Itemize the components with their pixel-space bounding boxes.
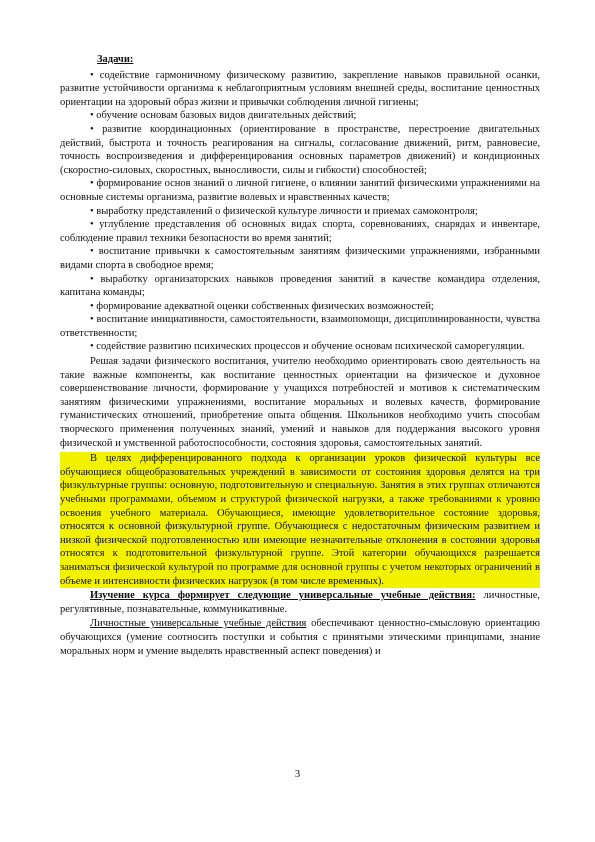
personal-underlined-text: Личностные универсальные учебные действия <box>90 618 307 630</box>
personal-paragraph <box>60 617 540 658</box>
page-content <box>60 53 540 658</box>
page-number: 3 <box>294 769 301 780</box>
courses-paragraph <box>60 589 540 616</box>
personal-rest-text: обеспечивают ценностно-смысловую ориентацию обучающихся (умение соотносить поступки и события с принятыми этическими принципами, знание моральных норм и умение выделять нравственный аспект поведения) и <box>60 618 540 657</box>
tasks-heading: Задачи: <box>97 54 134 65</box>
bullet-item: • выработку организаторских навыков проведения занятий в качестве командира отделения, капитана команды; <box>60 273 540 299</box>
highlighted-paragraph: В целях дифференцированного подхода к организации уроков физической культуры все обучающиеся общеобразовательных учреждений в зависимости от состояния здоровья делятся на три физкультурные группы: основную, подготовительную и специальную. Занятия в этих группах отличаются учебными программами, объемом и структурой физической нагрузки, а также требованиями к уровню освоения учебного материала. Обучающиеся, имеющие удовлетворительное состояние здоровья, относятся к основной физкультурной группе. Обучающиеся с недостаточным физическим развитием и низкой физической подготовленностью или имеющие незначительные отклонения в состоянии здоровья относятся к подготовительной физкультурной группе. Этой категории обучающихся разрешается заниматься физической культурой по программе для основной группы с учетом некоторых ограничений в объеме и интенсивности физических нагрузок (в том числе временных). <box>60 453 540 587</box>
bullet-item: • содействие развитию психических процессов и обучение основам психической саморегуляции. <box>90 341 525 353</box>
highlighted-block <box>60 452 540 588</box>
bullet-item: • углубление представления об основных видах спорта, соревнованиях, снарядах и инвентаре, соблюдение правил техники безопасности во время занятий; <box>60 219 540 244</box>
bullet-item: • формирование адекватной оценки собственных физических возможностей; <box>90 300 434 312</box>
bullet-item: • развитие координационных (ориентирование в пространстве, перестроение двигательных действий, быстрота и точность реагирования на сигналы, согласование движений, ритм, равновесие, точность воспроизведения и дифференцирования основных параметров движений) и кондиционных (скоростно-силовых, скоростных, выносливости, силы и гибкости) способностей; <box>60 123 540 176</box>
bullet-item: • формирование основ знаний о личной гигиене, о влиянии занятий физическими упражнениями на основные системы организма, развитие волевых и нравственных качеств; <box>60 178 540 203</box>
courses-rest-text: личностные, регулятивные, познавательные, коммуникативные. <box>60 590 540 615</box>
bullet-item: • выработку представлений о физической культуре личности и приемах самоконтроля; <box>90 205 478 217</box>
courses-bold-text: Изучение курса формирует следующие универсальные учебные действия: <box>90 590 476 602</box>
bullet-item: • обучение основам базовых видов двигательных действий; <box>90 110 357 122</box>
bullet-item: • содействие гармоничному физическому развитию, закрепление навыков правильной осанки, развитие устойчивости организма к неблагоприятным условиям внешней среды, воспитание ценностных ориентации на здоровый образ жизни и привычки соблюдения личной гигиены; <box>60 69 540 108</box>
body-paragraph: Решая задачи физического воспитания, учителю необходимо ориентировать свою деятельность на такие важные компоненты, как воспитание ценностных ориентации на физическое и духовное совершенствование личности, формирование у учащихся потребностей и мотивов к систематическим занятиям физическими упражнениями, воспитание моральных и волевых качеств, формирование гуманистических отношений, приобретение опыта общения. Школьников необходимо учить способам творческого применения полученных знаний, умений и навыков для поддержания высокого уровня физической и умственной работоспособности, состояния здоровья, самостоятельных занятий. <box>60 356 540 449</box>
bullet-item: • воспитание инициативности, самостоятельности, взаимопомощи, дисциплинированности, чувства ответственности; <box>60 314 540 339</box>
bullet-item: • воспитание привычки к самостоятельным занятиям физическими упражнениями, избранными видами спорта в свободное время; <box>60 246 540 271</box>
